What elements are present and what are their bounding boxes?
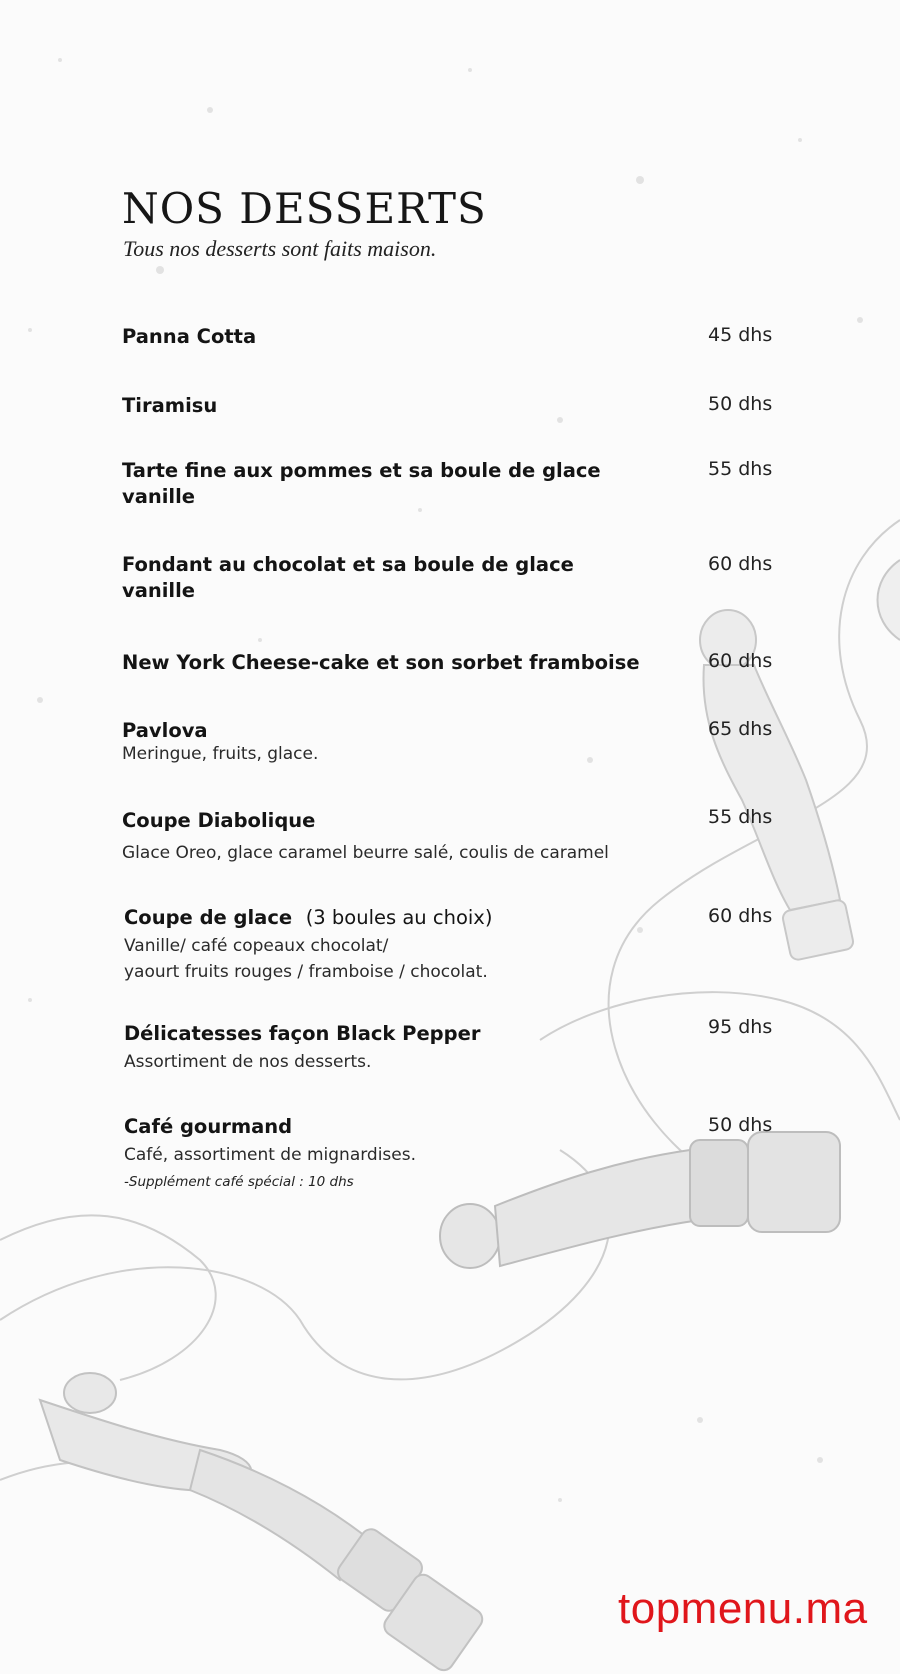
- item-price: 50 dhs: [708, 1114, 773, 1136]
- item-price: 60 dhs: [708, 905, 773, 927]
- menu-title: NOS DESSERTS: [122, 184, 487, 233]
- item-name: Coupe Diabolique: [122, 809, 316, 832]
- item-name: Café gourmand: [124, 1115, 293, 1138]
- item-description: Café, assortiment de mignardises.: [124, 1145, 417, 1165]
- item-description: Assortiment de nos desserts.: [124, 1052, 372, 1072]
- menu-item: [122, 808, 762, 866]
- item-name: Tiramisu: [122, 394, 218, 417]
- menu-item: [124, 905, 764, 985]
- item-price: 45 dhs: [708, 324, 773, 346]
- watermark-logo: topmenu.ma: [618, 1584, 868, 1633]
- item-name-text: Coupe de glace: [124, 906, 293, 929]
- item-name: Tarte fine aux pommes et sa boule de glace vanille: [122, 459, 601, 508]
- item-name: Fondant au chocolat et sa boule de glace vanille: [122, 553, 574, 602]
- menu-item: [124, 1114, 764, 1190]
- item-name: [124, 905, 604, 931]
- item-description: Vanille/ café copeaux chocolat/: [124, 936, 389, 956]
- item-name: New York Cheese-cake et son sorbet framboise: [122, 651, 640, 674]
- item-name: Délicatesses façon Black Pepper: [124, 1022, 481, 1045]
- item-description: yaourt fruits rouges / framboise / chocolat.: [124, 962, 488, 982]
- item-description: Glace Oreo, glace caramel beurre salé, coulis de caramel: [122, 843, 609, 863]
- item-price: 60 dhs: [708, 553, 773, 575]
- item-description: Meringue, fruits, glace.: [122, 744, 319, 764]
- item-name-option: (3 boules au choix): [305, 906, 493, 929]
- menu-item: [122, 650, 762, 676]
- item-price: 50 dhs: [708, 393, 773, 415]
- item-price: 65 dhs: [708, 718, 773, 740]
- item-price: 95 dhs: [708, 1016, 773, 1038]
- menu-item: [122, 458, 762, 510]
- item-price: 55 dhs: [708, 458, 773, 480]
- menu-item: [122, 393, 762, 419]
- menu-item: [122, 324, 762, 350]
- item-name: Pavlova: [122, 719, 208, 742]
- menu-item: [124, 1021, 764, 1075]
- item-name: Panna Cotta: [122, 325, 257, 348]
- item-price: 55 dhs: [708, 806, 773, 828]
- menu-item: [122, 552, 762, 604]
- item-price: 60 dhs: [708, 650, 773, 672]
- item-note: -Supplément café spécial : 10 dhs: [124, 1174, 354, 1190]
- menu-item: [122, 718, 762, 764]
- menu-subtitle: Tous nos desserts sont faits maison.: [123, 236, 437, 261]
